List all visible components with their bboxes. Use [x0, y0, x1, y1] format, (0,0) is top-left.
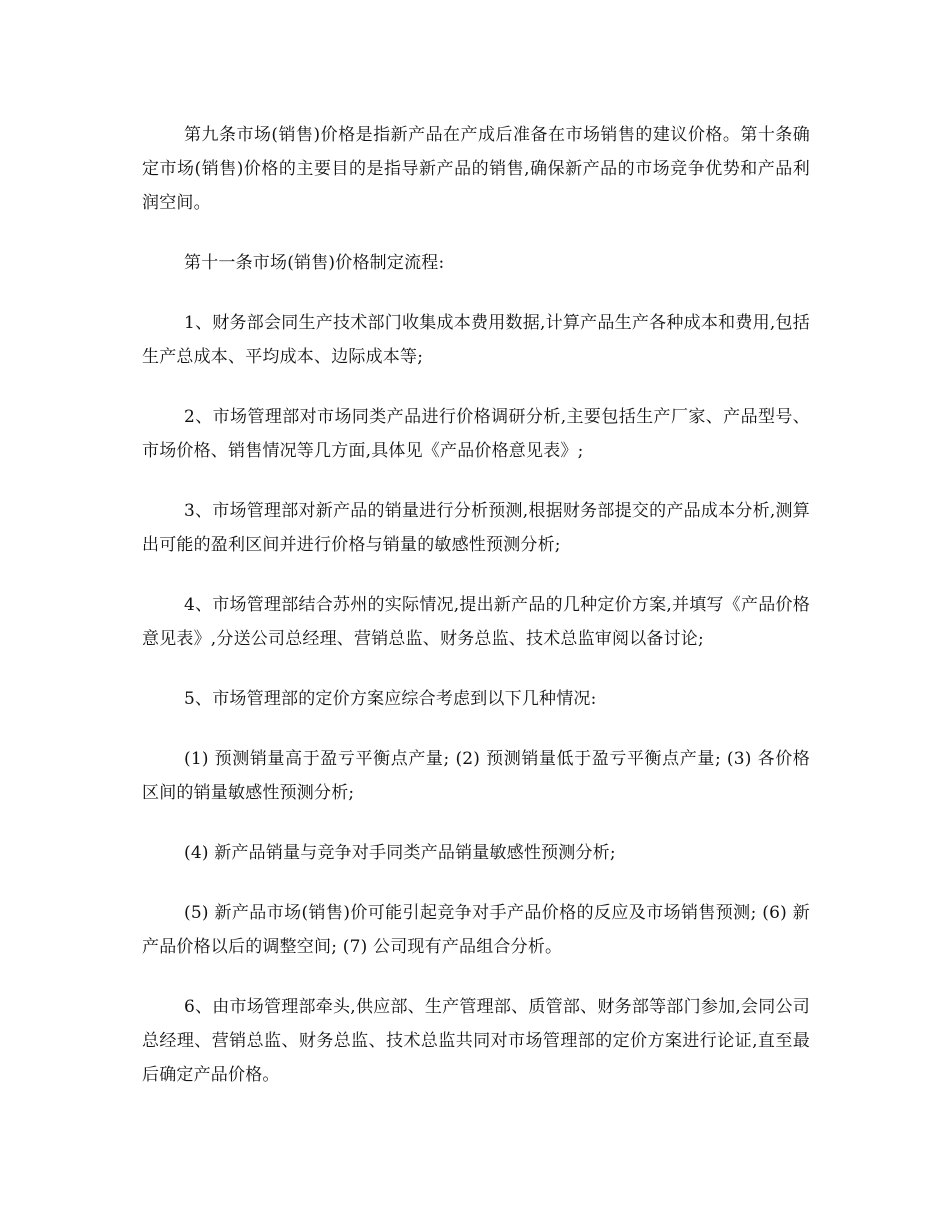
paragraph-scenario-4: (4) 新产品销量与竞争对手同类产品销量敏感性预测分析;	[184, 843, 616, 863]
document-body	[142, 118, 810, 1118]
paragraph-step-3: 3、市场管理部对新产品的销量进行分析预测,根据财务部提交的产品成本分析,测算出可能的盈利区间并进行价格与销量的敏感性预测分析;	[142, 501, 810, 555]
paragraph-article-11: 第十一条市场(销售)价格制定流程:	[184, 253, 445, 273]
paragraph-step-4: 4、市场管理部结合苏州的实际情况,提出新产品的几种定价方案,并填写《产品价格意见表》,分送公司总经理、营销总监、财务总监、技术总监审阅以备讨论;	[142, 595, 810, 649]
paragraph-step-2: 2、市场管理部对市场同类产品进行价格调研分析,主要包括生产厂家、产品型号、市场价格、销售情况等几方面,具体见《产品价格意见表》;	[142, 407, 810, 461]
paragraph-scenarios-5-7: (5) 新产品市场(销售)价可能引起竞争对手产品价格的反应及市场销售预测; (6) 新产品价格以后的调整空间; (7) 公司现有产品组合分析。	[142, 903, 810, 957]
paragraph-step-5: 5、市场管理部的定价方案应综合考虑到以下几种情况:	[184, 689, 597, 709]
paragraph-article-9-10: 第九条市场(销售)价格是指新产品在产成后准备在市场销售的建议价格。第十条确定市场(销售)价格的主要目的是指导新产品的销售,确保新产品的市场竞争优势和产品利润空间。	[142, 125, 810, 213]
paragraph-scenarios-1-3: (1) 预测销量高于盈亏平衡点产量; (2) 预测销量低于盈亏平衡点产量; (3) 各价格区间的销量敏感性预测分析;	[142, 749, 810, 803]
paragraph-step-6: 6、由市场管理部牵头,供应部、生产管理部、质管部、财务部等部门参加,会同公司总经理、营销总监、财务总监、技术总监共同对市场管理部的定价方案进行论证,直至最后确定产品价格。	[142, 997, 810, 1085]
paragraph-step-1: 1、财务部会同生产技术部门收集成本费用数据,计算产品生产各种成本和费用,包括生产总成本、平均成本、边际成本等;	[142, 313, 810, 367]
